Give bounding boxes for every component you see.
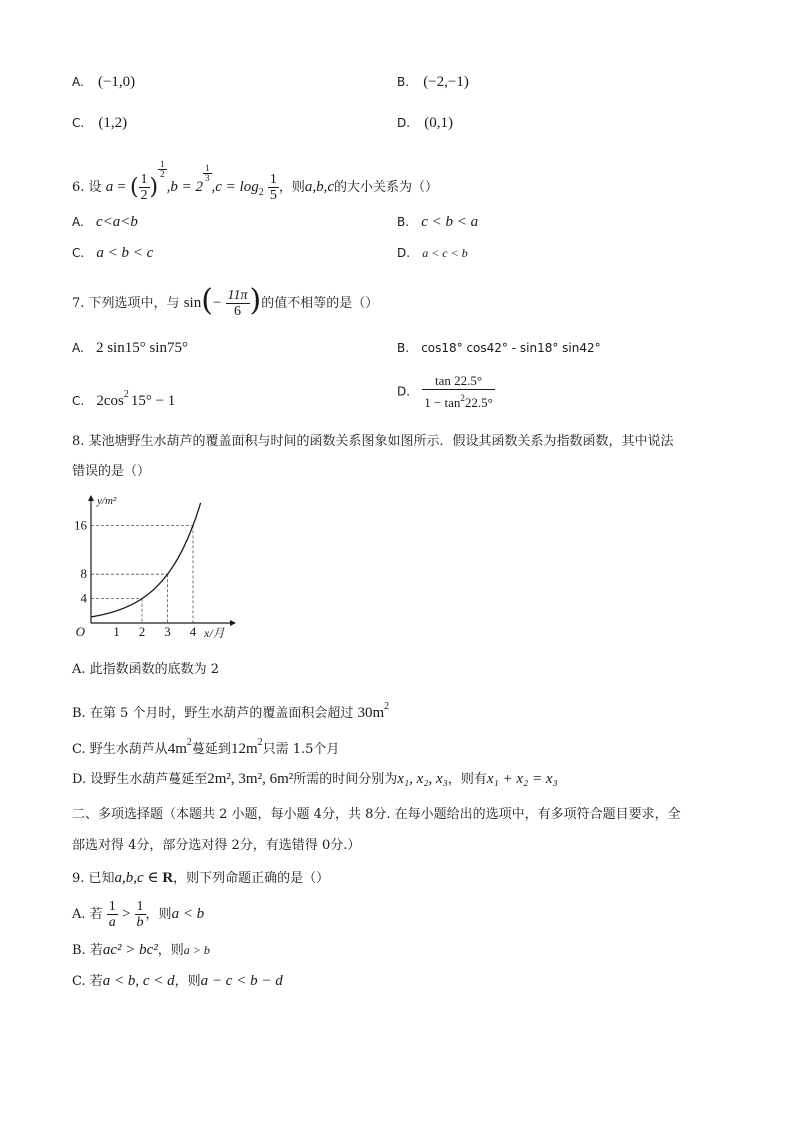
- option-math-1: 4m: [167, 741, 187, 757]
- frac-1: [107, 899, 118, 930]
- gt-sign: >: [121, 906, 131, 922]
- option-math: 2 sin15° sin75°: [95, 340, 188, 356]
- option-sup-2: 2: [257, 737, 263, 748]
- section2-line2: 部选对得 4分，部分选对得 2分，有选错得 0分.）: [72, 838, 361, 853]
- y-tick-label: 4: [80, 590, 87, 606]
- y-axis-arrow: [88, 495, 94, 501]
- q7-minus: −: [212, 295, 222, 311]
- q6-stem: [72, 160, 438, 209]
- chart-guides: [91, 525, 193, 623]
- option-then: ，则: [174, 974, 201, 989]
- option-label: B.: [397, 215, 410, 229]
- option-label: A.: [72, 75, 84, 89]
- option-text-pre: A. 若: [72, 907, 103, 922]
- q7-fraction: [226, 288, 250, 319]
- q8-chart: [72, 490, 252, 650]
- numerator: 1: [140, 172, 148, 187]
- q9-option-c: [72, 971, 283, 992]
- numerator: 1: [269, 172, 277, 187]
- paren-open: (: [129, 175, 139, 200]
- x-tick-label: 2: [138, 624, 146, 639]
- q6-b-part: ,b = 2: [166, 179, 203, 195]
- numerator: 1: [205, 163, 210, 173]
- option-math: a < b, c < d: [102, 973, 175, 989]
- option-result: a > b: [183, 943, 210, 957]
- q9-tail: ，则下列命题正确的是（）: [173, 871, 330, 886]
- option-then: ，则: [145, 907, 172, 922]
- q5-option-c: [72, 113, 127, 134]
- q7-tail: 的值不相等的是（）: [261, 296, 379, 311]
- option-label: D.: [397, 116, 411, 130]
- option-label: C.: [72, 246, 85, 260]
- q6-option-a: [72, 212, 138, 233]
- q8-stem-line2: 错误的是（）: [72, 464, 151, 479]
- option-text-mid: 蔓延到: [191, 742, 231, 757]
- option-math: c < b < a: [421, 214, 479, 230]
- den-sup: 2: [460, 393, 465, 403]
- q6-tail: 的大小关系为（）: [334, 180, 439, 195]
- option-math-pre: 2cos: [96, 393, 124, 409]
- q6-a-var: a: [105, 179, 114, 195]
- q7-option-b: [397, 338, 601, 359]
- q8-option-a: A. 此指数函数的底数为 2: [72, 662, 220, 677]
- option-math: 2m², 3m², 6m²: [207, 771, 294, 787]
- option-vars: x₁, x₂, x₃: [397, 771, 448, 787]
- q9-vars: a,b,c ∈: [114, 870, 163, 886]
- option-sup-1: 2: [186, 737, 192, 748]
- q6-eq: =: [117, 179, 126, 195]
- denominator: 2: [140, 188, 148, 203]
- option-eq: x₁ + x₂ = x₃: [486, 771, 558, 787]
- q6-option-b: [397, 212, 478, 233]
- series-line: [91, 503, 201, 617]
- q8-stem-line1: 8. 某池塘野生水葫芦的覆盖面积与时间的函数关系图象如图所示．假设其函数关系为指数函数，其中说法: [72, 434, 674, 449]
- option-label: B.: [397, 341, 410, 355]
- q8-option-b: [72, 697, 389, 724]
- option-text-mid: 所需的时间分别为: [293, 772, 398, 787]
- chart-series: [91, 503, 201, 617]
- frac-2: [135, 899, 146, 930]
- q9-option-b: [72, 940, 210, 961]
- q6-fifth: [268, 172, 279, 203]
- q9-prefix: 9. 已知: [72, 871, 115, 886]
- chart-axes: [88, 495, 236, 626]
- numerator: 1: [108, 899, 116, 914]
- q8-option-d: [72, 769, 558, 790]
- option-math-post: 15° − 1: [130, 393, 176, 409]
- option-math: (−2,−1): [423, 74, 469, 90]
- paren-close: ): [149, 175, 159, 200]
- option-then: ，则: [157, 943, 184, 958]
- option-label: D.: [397, 384, 411, 399]
- x-axis-arrow: [230, 620, 236, 626]
- numerator: 1: [136, 899, 144, 914]
- option-label: C.: [72, 394, 85, 408]
- q7-prefix: 7. 下列选项中，与: [72, 296, 180, 311]
- q8-option-c: [72, 733, 339, 760]
- x-tick-label: 3: [164, 624, 171, 639]
- option-result: a − c < b − d: [200, 973, 283, 989]
- q9-stem: [72, 868, 329, 889]
- x-tick-label: 4: [189, 624, 197, 639]
- option-text-mid2: ，则有: [447, 772, 487, 787]
- q6-b-exponent: [203, 164, 212, 183]
- q9-option-a: [72, 898, 204, 931]
- q5-option-a: [72, 72, 135, 93]
- option-label: D.: [397, 246, 411, 260]
- q7-sin: sin: [183, 295, 202, 311]
- y-tick-label: 16: [74, 517, 87, 533]
- option-text-pre: D. 设野生水葫芦蔓延至: [72, 772, 208, 787]
- q7-d-fraction: [422, 372, 495, 411]
- q6-half: [139, 172, 150, 203]
- q7-option-a: [72, 338, 188, 359]
- q7-stem: [72, 283, 378, 322]
- option-text-pre: B. 若: [72, 943, 103, 958]
- denominator: [422, 390, 495, 411]
- q5-option-d: [397, 113, 453, 134]
- option-math: ac² > bc²: [102, 942, 158, 958]
- den-post: 22.5°: [464, 395, 493, 410]
- denominator: 5: [269, 188, 277, 203]
- option-result: a < b: [171, 906, 205, 922]
- q9-real-set: R: [162, 870, 174, 886]
- option-math: (−1,0): [97, 74, 136, 90]
- q6-c-part: ,c = log: [211, 179, 259, 195]
- den-pre: 1 − tan: [424, 395, 461, 410]
- option-label: C.: [72, 116, 85, 130]
- option-label: A.: [72, 215, 84, 229]
- option-sup: 2: [384, 701, 390, 712]
- denominator: 3: [205, 173, 210, 183]
- option-math: c<a<b: [95, 214, 138, 230]
- option-math: a < b < c: [96, 245, 154, 261]
- option-sup: 2: [123, 389, 129, 400]
- y-tick-label: 8: [80, 566, 87, 582]
- section2-line1: 二、多项选择题（本题共 2 小题，每小题 4分，共 8分. 在每小题给出的选项中，有多项符合题目要求，全: [72, 807, 681, 822]
- origin-label: O: [75, 624, 85, 639]
- numerator: tan 22.5°: [422, 372, 495, 390]
- option-label: B.: [397, 75, 410, 89]
- q6-log-base: 2: [258, 187, 264, 198]
- q6-a-exponent: [158, 160, 167, 179]
- option-text: B. 在第 5 个月时，野生水葫芦的覆盖面积会超过: [72, 706, 354, 721]
- option-math: 30m: [357, 705, 385, 721]
- option-text: cos18° cos42° - sin18° sin42°: [421, 341, 601, 355]
- denominator: 6: [234, 304, 242, 319]
- q6-option-d: [397, 243, 468, 264]
- denominator: a: [108, 915, 116, 930]
- q7-option-d: [397, 372, 495, 411]
- option-label: A.: [72, 341, 84, 355]
- option-text-pre: C. 若: [72, 974, 103, 989]
- x-tick-label: 1: [113, 624, 120, 639]
- option-math: a < c < b: [422, 246, 468, 260]
- q6-option-c: [72, 243, 153, 264]
- denominator: b: [136, 915, 144, 930]
- q6-prefix: 6. 设: [72, 180, 102, 195]
- option-math-2: 12m: [230, 741, 258, 757]
- paren-open: (: [201, 283, 213, 318]
- chart-labels: [74, 495, 226, 640]
- y-axis-label: y/m²: [97, 495, 117, 507]
- q6-suffix: ，则: [278, 180, 305, 195]
- numerator: 11π: [227, 288, 248, 303]
- numerator: 1: [160, 159, 165, 169]
- option-math: (1,2): [98, 115, 128, 131]
- option-text-pre: C. 野生水葫芦从: [72, 742, 168, 757]
- x-axis-label: x/月: [204, 626, 225, 640]
- q5-option-b: [397, 72, 469, 93]
- q6-vars: a,b,c: [304, 179, 335, 195]
- option-math: (0,1): [424, 115, 453, 131]
- option-text-post: 只需 1.5个月: [262, 742, 340, 757]
- paren-close: ): [249, 283, 262, 318]
- denominator: 2: [160, 169, 165, 179]
- q7-option-c: [72, 385, 175, 412]
